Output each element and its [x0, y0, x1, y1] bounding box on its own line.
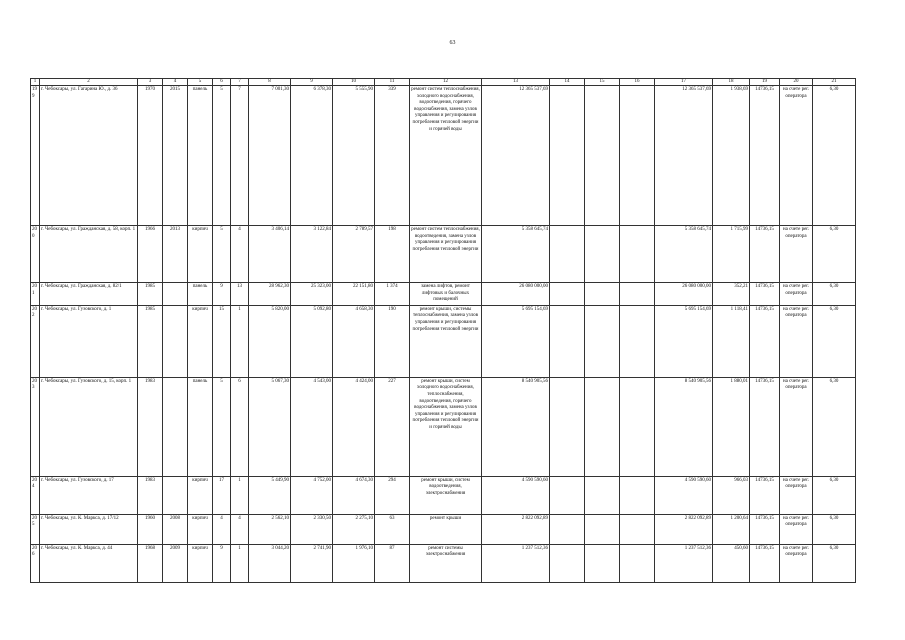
residents-cell: 190 — [375, 305, 410, 377]
year-built-cell: 1985 — [138, 305, 163, 377]
total-area-cell: 3 406,14 — [249, 226, 291, 283]
year-repair-cell — [163, 476, 188, 514]
wall-material-cell: панель — [188, 283, 213, 306]
fund-method-cell: на счете рег. оператора — [780, 305, 813, 377]
cost-cell: 12 365 537,69 — [482, 86, 550, 226]
residential-area-cell: 4 658,30 — [333, 305, 375, 377]
empty-cell — [585, 476, 620, 514]
fund-method-cell: на счете рег. оператора — [780, 86, 813, 226]
row-number: 203 — [31, 377, 40, 476]
fund-method-cell: на счете рег. оператора — [780, 476, 813, 514]
entrances-cell: 1 — [231, 476, 249, 514]
total-area-cell: 28 962,30 — [249, 283, 291, 306]
column-number-header: 1 — [31, 79, 40, 86]
column-number-header: 17 — [655, 79, 713, 86]
address-cell: г. Чебоксары, ул. К. Маркса, д. 17/12 — [40, 514, 138, 544]
cost-cell: 2 822 092,89 — [482, 514, 550, 544]
year-built-cell: 1968 — [138, 544, 163, 582]
cost-cell: 5 358 645,74 — [482, 226, 550, 283]
works-cell: ремонт крыши, системы теплоснабжения, замена узлов управления и регулирования потребления тепловой энергии — [410, 305, 482, 377]
unit-cost-cell: 1 938,69 — [713, 86, 750, 226]
works-cell: ремонт систем теплоснабжения, водоотведения, замена узлов управления и регулирования потребления тепловой энергии — [410, 226, 482, 283]
cost-total-cell: 8 540 905,56 — [655, 377, 713, 476]
column-number-header: 2 — [40, 79, 138, 86]
contribution-cell: 6,30 — [813, 476, 856, 514]
address-cell: г. Чебоксары, ул. Гражданская, д. 82/1 — [40, 283, 138, 306]
year-built-cell: 1985 — [138, 283, 163, 306]
premises-area-cell: 2 330,50 — [291, 514, 333, 544]
empty-cell — [585, 86, 620, 226]
column-number-header: 10 — [333, 79, 375, 86]
address-cell: г. Чебоксары, ул. Гузовского, д. 15, корп. 1 — [40, 377, 138, 476]
table-row — [31, 226, 856, 283]
contribution-cell: 6,30 — [813, 86, 856, 226]
floors-cell: 5 — [213, 86, 231, 226]
residential-area-cell: 5 555,90 — [333, 86, 375, 226]
table-row — [31, 305, 856, 377]
year-built-cell: 1970 — [138, 86, 163, 226]
cost-total-cell: 5 695 154,69 — [655, 305, 713, 377]
capital-repair-table — [30, 78, 856, 583]
cost-cell: 26 080 000,00 — [482, 283, 550, 306]
floors-cell: 15 — [213, 305, 231, 377]
row-number: 201 — [31, 283, 40, 306]
floors-cell: 5 — [213, 226, 231, 283]
works-cell: ремонт крыши, систем холодного водоснабжения, теплоснабжения, водоотведения, горячего водоснабжения, замена узлов управления и регулирования потребления тепловой энергии и горячей воды — [410, 377, 482, 476]
column-number-header: 19 — [750, 79, 780, 86]
empty-cell — [620, 476, 655, 514]
premises-area-cell: 25 323,00 — [291, 283, 333, 306]
unit-cost-cell: 1 200,64 — [713, 514, 750, 544]
cost-cell: 8 540 905,56 — [482, 377, 550, 476]
year-built-cell: 1983 — [138, 476, 163, 514]
unit-cost-cell: 1 118,41 — [713, 305, 750, 377]
premises-area-cell: 2 741,90 — [291, 544, 333, 582]
empty-cell — [620, 377, 655, 476]
year-repair-cell — [163, 283, 188, 306]
cost-total-cell: 26 080 000,00 — [655, 283, 713, 306]
column-number-header: 13 — [482, 79, 550, 86]
cost-cell: 4 590 590,60 — [482, 476, 550, 514]
year-repair-cell — [163, 305, 188, 377]
empty-cell — [550, 377, 585, 476]
contribution-cell: 6,30 — [813, 283, 856, 306]
works-cell: ремонт систем теплоснабжения, холодного водоснабжения, водоотведения, горячего водоснабжения, замена узлов управления и регулирования потребления тепловой энергии и горячей воды — [410, 86, 482, 226]
residents-cell: 1 374 — [375, 283, 410, 306]
entrances-cell: 4 — [231, 226, 249, 283]
residents-cell: 294 — [375, 476, 410, 514]
residents-cell: 87 — [375, 544, 410, 582]
year-built-cell: 1983 — [138, 377, 163, 476]
entrances-cell: 4 — [231, 514, 249, 544]
empty-cell — [620, 283, 655, 306]
column-number-header: 8 — [249, 79, 291, 86]
table-row — [31, 283, 856, 306]
entrances-cell: 7 — [231, 86, 249, 226]
limit-cost-cell: 14736,15 — [750, 86, 780, 226]
year-repair-cell: 2013 — [163, 226, 188, 283]
residential-area-cell: 4 674,30 — [333, 476, 375, 514]
cost-cell: 5 695 154,69 — [482, 305, 550, 377]
column-number-header: 6 — [213, 79, 231, 86]
works-cell: ремонт крыши — [410, 514, 482, 544]
row-number: 204 — [31, 476, 40, 514]
wall-material-cell: кирпич — [188, 476, 213, 514]
premises-area-cell: 5 092,80 — [291, 305, 333, 377]
empty-cell — [585, 544, 620, 582]
entrances-cell: 1 — [231, 544, 249, 582]
cost-total-cell: 4 590 590,60 — [655, 476, 713, 514]
limit-cost-cell: 14736,15 — [750, 377, 780, 476]
column-number-header: 11 — [375, 79, 410, 86]
total-area-cell: 5 067,30 — [249, 377, 291, 476]
empty-cell — [620, 544, 655, 582]
contribution-cell: 6,30 — [813, 226, 856, 283]
wall-material-cell: кирпич — [188, 305, 213, 377]
works-cell: замена лифтов, ремонт лифтовых и балочных помещений — [410, 283, 482, 306]
column-number-header: 9 — [291, 79, 333, 86]
column-number-header: 20 — [780, 79, 813, 86]
empty-cell — [550, 514, 585, 544]
residential-area-cell: 22 151,80 — [333, 283, 375, 306]
column-number-header: 16 — [620, 79, 655, 86]
wall-material-cell: кирпич — [188, 544, 213, 582]
column-number-header: 4 — [163, 79, 188, 86]
empty-cell — [585, 226, 620, 283]
header-row — [31, 79, 856, 86]
row-number: 202 — [31, 305, 40, 377]
fund-method-cell: на счете рег. оператора — [780, 283, 813, 306]
cost-total-cell: 12 365 537,69 — [655, 86, 713, 226]
column-number-header: 15 — [585, 79, 620, 86]
empty-cell — [620, 514, 655, 544]
unit-cost-cell: 1 880,01 — [713, 377, 750, 476]
wall-material-cell: панель — [188, 86, 213, 226]
column-number-header: 3 — [138, 79, 163, 86]
premises-area-cell: 4 543,00 — [291, 377, 333, 476]
residents-cell: 63 — [375, 514, 410, 544]
fund-method-cell: на счете рег. оператора — [780, 544, 813, 582]
address-cell: г. Чебоксары, ул. К. Маркса, д. 44 — [40, 544, 138, 582]
entrances-cell: 13 — [231, 283, 249, 306]
residents-cell: 339 — [375, 86, 410, 226]
empty-cell — [585, 283, 620, 306]
empty-cell — [550, 544, 585, 582]
limit-cost-cell: 14736,15 — [750, 514, 780, 544]
address-cell: г. Чебоксары, ул. Гражданская, д. 58, корп. 1 — [40, 226, 138, 283]
residential-area-cell: 2 275,10 — [333, 514, 375, 544]
total-area-cell: 3 044,20 — [249, 544, 291, 582]
limit-cost-cell: 14736,15 — [750, 476, 780, 514]
cost-total-cell: 1 237 512,36 — [655, 544, 713, 582]
premises-area-cell: 3 122,84 — [291, 226, 333, 283]
empty-cell — [550, 86, 585, 226]
residential-area-cell: 1 976,10 — [333, 544, 375, 582]
row-number: 205 — [31, 514, 40, 544]
unit-cost-cell: 352,21 — [713, 283, 750, 306]
year-repair-cell: 2015 — [163, 86, 188, 226]
contribution-cell: 6,30 — [813, 377, 856, 476]
year-built-cell: 1966 — [138, 226, 163, 283]
row-number: 200 — [31, 226, 40, 283]
wall-material-cell: кирпич — [188, 514, 213, 544]
limit-cost-cell: 14736,15 — [750, 283, 780, 306]
empty-cell — [550, 476, 585, 514]
page-number: 63 — [449, 40, 456, 46]
column-number-header: 21 — [813, 79, 856, 86]
fund-method-cell: на счете рег. оператора — [780, 226, 813, 283]
column-number-header: 18 — [713, 79, 750, 86]
year-repair-cell: 2008 — [163, 514, 188, 544]
empty-cell — [620, 86, 655, 226]
empty-cell — [585, 377, 620, 476]
limit-cost-cell: 14736,15 — [750, 226, 780, 283]
empty-cell — [585, 305, 620, 377]
table-row — [31, 377, 856, 476]
unit-cost-cell: 1 715,99 — [713, 226, 750, 283]
residents-cell: 227 — [375, 377, 410, 476]
total-area-cell: 2 562,10 — [249, 514, 291, 544]
empty-cell — [550, 226, 585, 283]
column-number-header: 12 — [410, 79, 482, 86]
unit-cost-cell: 450,60 — [713, 544, 750, 582]
total-area-cell: 7 001,30 — [249, 86, 291, 226]
residential-area-cell: 2 789,57 — [333, 226, 375, 283]
table-row — [31, 514, 856, 544]
floors-cell: 9 — [213, 544, 231, 582]
empty-cell — [550, 283, 585, 306]
empty-cell — [585, 514, 620, 544]
wall-material-cell: кирпич — [188, 226, 213, 283]
cost-total-cell: 5 358 645,74 — [655, 226, 713, 283]
fund-method-cell: на счете рег. оператора — [780, 377, 813, 476]
contribution-cell: 6,30 — [813, 305, 856, 377]
column-number-header: 7 — [231, 79, 249, 86]
premises-area-cell: 6 378,30 — [291, 86, 333, 226]
address-cell: г. Чебоксары, ул. Гузовского, д. 17 — [40, 476, 138, 514]
limit-cost-cell: 14736,15 — [750, 544, 780, 582]
entrances-cell: 6 — [231, 377, 249, 476]
table-row — [31, 476, 856, 514]
works-cell: ремонт крыши, систем водоотведения, электроснабжения — [410, 476, 482, 514]
address-cell: г. Чебоксары, ул. Гузовского, д. 1 — [40, 305, 138, 377]
row-number: 199 — [31, 86, 40, 226]
table-row — [31, 544, 856, 582]
fund-method-cell: на счете рег. оператора — [780, 514, 813, 544]
contribution-cell: 6,30 — [813, 514, 856, 544]
address-cell: г. Чебоксары, ул. Гагарина Ю., д. 36 — [40, 86, 138, 226]
works-cell: ремонт системы электроснабжения — [410, 544, 482, 582]
year-repair-cell — [163, 377, 188, 476]
cost-total-cell: 2 822 092,89 — [655, 514, 713, 544]
row-number: 206 — [31, 544, 40, 582]
limit-cost-cell: 14736,15 — [750, 305, 780, 377]
column-number-header: 14 — [550, 79, 585, 86]
floors-cell: 17 — [213, 476, 231, 514]
residential-area-cell: 4 424,00 — [333, 377, 375, 476]
unit-cost-cell: 966,03 — [713, 476, 750, 514]
floors-cell: 5 — [213, 377, 231, 476]
empty-cell — [620, 305, 655, 377]
cost-cell: 1 237 512,36 — [482, 544, 550, 582]
floors-cell: 4 — [213, 514, 231, 544]
total-area-cell: 5 820,00 — [249, 305, 291, 377]
entrances-cell: 1 — [231, 305, 249, 377]
wall-material-cell: панель — [188, 377, 213, 476]
year-repair-cell: 2009 — [163, 544, 188, 582]
empty-cell — [620, 226, 655, 283]
floors-cell: 9 — [213, 283, 231, 306]
year-built-cell: 1960 — [138, 514, 163, 544]
total-area-cell: 5 449,90 — [249, 476, 291, 514]
residents-cell: 198 — [375, 226, 410, 283]
premises-area-cell: 4 752,00 — [291, 476, 333, 514]
column-number-header: 5 — [188, 79, 213, 86]
contribution-cell: 6,30 — [813, 544, 856, 582]
empty-cell — [550, 305, 585, 377]
table-row — [31, 86, 856, 226]
